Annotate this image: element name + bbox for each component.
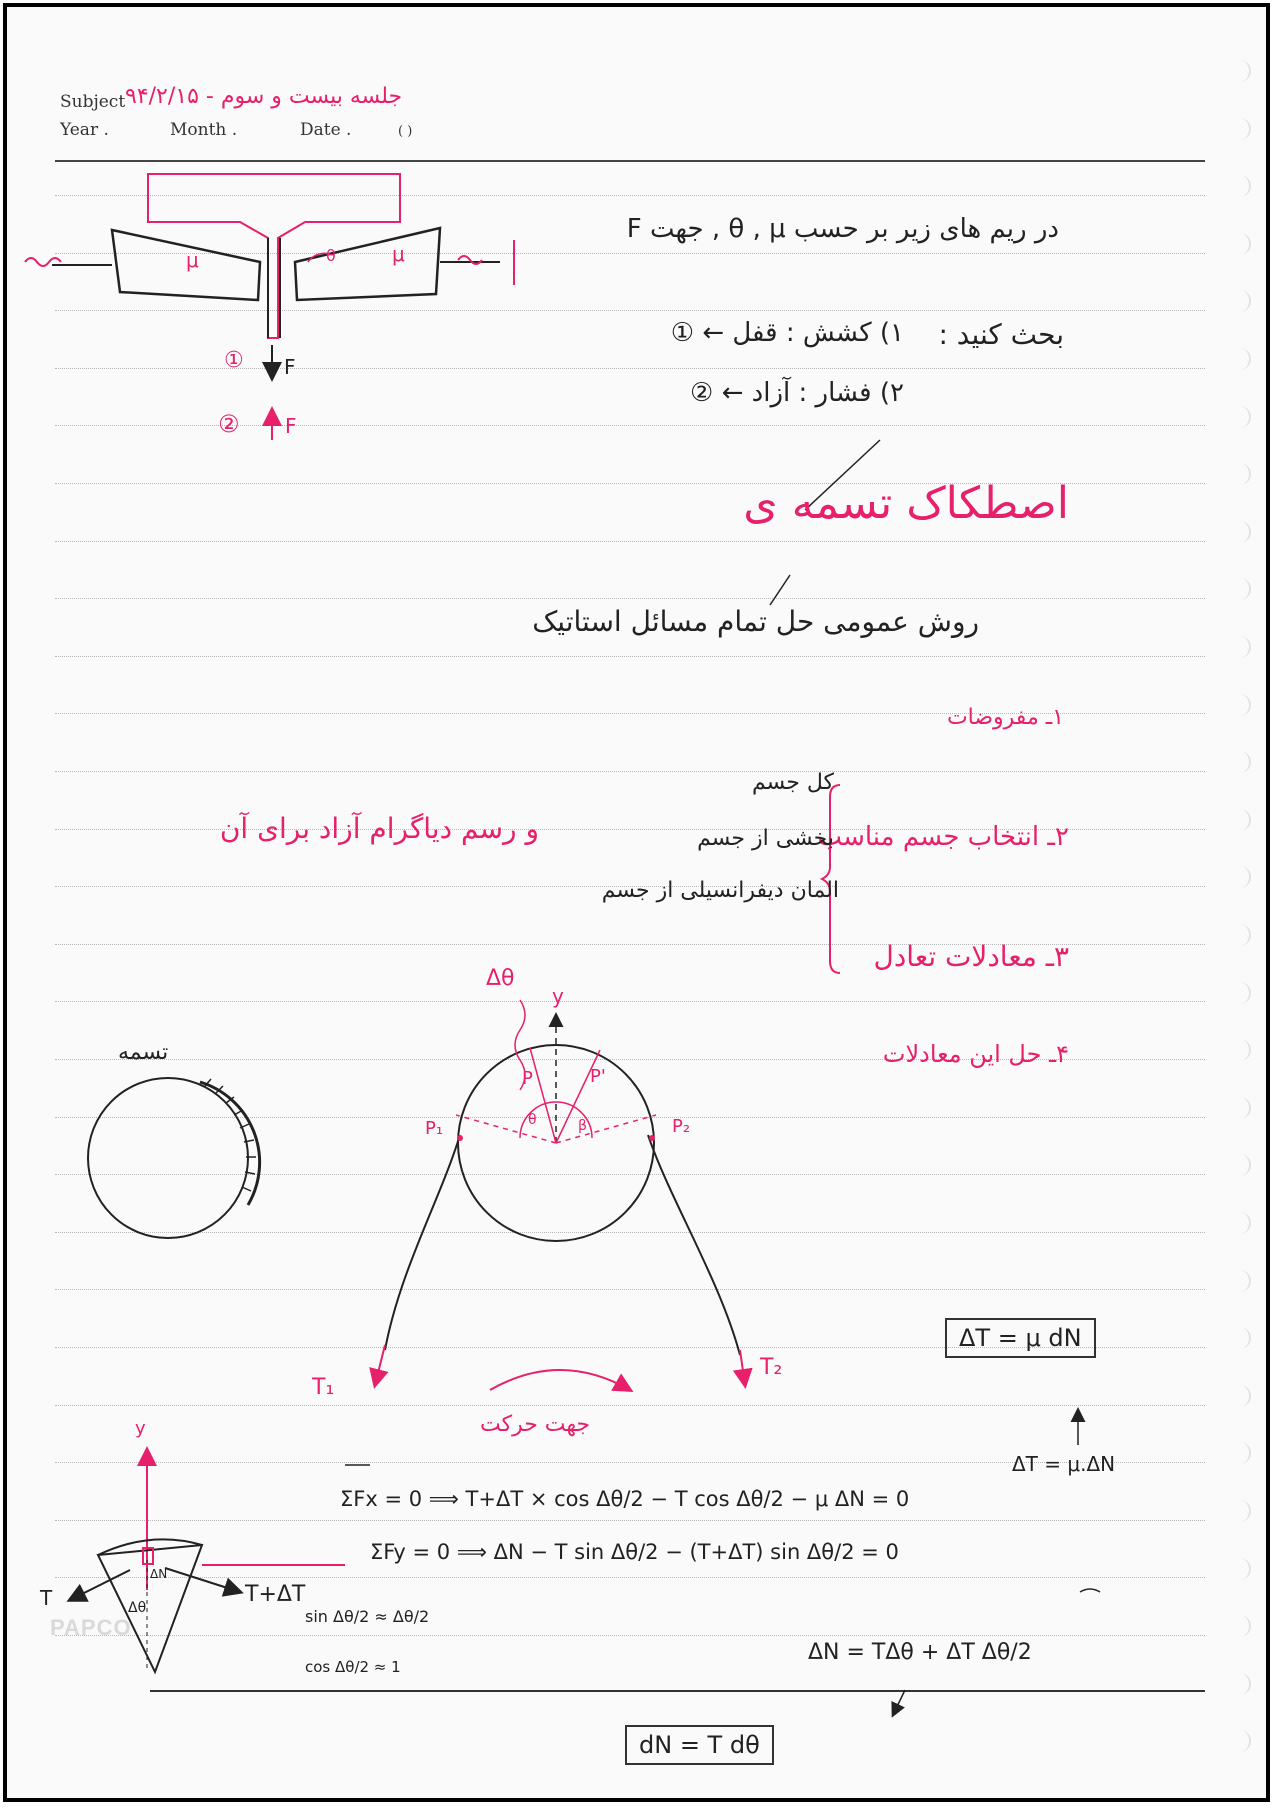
- element-y-axis-label: y: [135, 1418, 146, 1439]
- delta-theta-label: Δθ: [486, 966, 515, 991]
- p1-label: P₁: [425, 1118, 444, 1139]
- beta-label: β: [578, 1118, 587, 1134]
- step-4: ۴ـ حل این معادلات: [882, 1040, 1069, 1068]
- case-2: ۲) فشار : آزاد ← ②: [690, 378, 904, 408]
- mu-left-label: μ: [186, 248, 199, 272]
- mu-right-label: μ: [392, 242, 405, 266]
- force-f-up: F: [285, 414, 297, 438]
- t1-label: T₁: [312, 1375, 335, 1400]
- theta-label: θ: [326, 246, 336, 265]
- element-angle-label: Δθ: [128, 1600, 147, 1616]
- subject-label: Subject: [60, 92, 126, 112]
- month-label: Month .: [170, 120, 238, 140]
- final-result-box: dN = T dθ: [625, 1725, 774, 1765]
- general-method: روش عمومی حل تمام مسائل استاتیک: [532, 605, 979, 638]
- small-angle-cos: cos Δθ/2 ≈ 1: [305, 1658, 401, 1676]
- element-t-label: T: [40, 1586, 53, 1610]
- date-paren: ( ): [398, 124, 413, 139]
- step-1: ۱ـ مفروضات: [946, 705, 1064, 730]
- t2-label: T₂: [760, 1355, 783, 1380]
- motion-direction-label: جهت حرکت: [480, 1412, 591, 1437]
- dn-result-equation: ΔN = TΔθ + ΔT Δθ/2: [808, 1640, 1032, 1665]
- theta-small-label: θ: [528, 1112, 537, 1128]
- y-axis-label: y: [552, 984, 564, 1008]
- papco-brand-mark: PAPCO: [50, 1615, 132, 1640]
- friction-relation-inline: ΔT = μ.ΔN: [1012, 1452, 1116, 1476]
- step-2: ۲ـ انتخاب جسم مناسب: [817, 822, 1069, 852]
- small-belt-circle: [88, 1078, 260, 1238]
- body-option-2: بخشی از جسم: [697, 826, 834, 851]
- belt-label: تسمه: [118, 1040, 169, 1065]
- pulley-diagram: [375, 1000, 745, 1390]
- element-dn-label: ΔN: [150, 1567, 168, 1581]
- p-label: P: [522, 1068, 533, 1089]
- marker-1: ①: [224, 348, 244, 373]
- p-prime-label: P': [590, 1066, 606, 1087]
- body-option-1: کل جسم: [752, 770, 834, 795]
- problem-statement: در ریم های زیر بر حسب θ , μ , جهت F: [626, 214, 1059, 244]
- small-angle-sin: sin Δθ/2 ≈ Δθ/2: [305, 1607, 430, 1626]
- brake-diagram: [25, 174, 514, 440]
- year-label: Year .: [60, 120, 109, 140]
- marker-2: ②: [218, 410, 240, 438]
- step-2-note: و رسم دیاگرام آزاد برای آن: [219, 812, 539, 845]
- p2-label: P₂: [672, 1116, 691, 1137]
- body-option-3: المان دیفرانسیلی از جسم: [601, 878, 839, 903]
- case-1: ۱) کشش : قفل ← ①: [670, 318, 904, 348]
- subject-value: جلسه بیست و سوم - ۹۴/۲/۱۵: [125, 84, 403, 109]
- discuss-label: بحث کنید :: [938, 318, 1064, 351]
- step-3: ۳ـ معادلات تعادل: [873, 940, 1069, 973]
- friction-relation-box: ΔT = μ dN: [945, 1318, 1096, 1358]
- sum-fy-equation: ΣFy = 0 ⟹ ΔN − T sin Δθ/2 − (T+ΔT) sin Δθ/2 = 0: [370, 1540, 899, 1564]
- element-t-dt-label: T+ΔT: [245, 1582, 306, 1607]
- belt-friction-title: اصطکاک تسمه ی: [743, 478, 1069, 529]
- sum-fx-equation: ΣFx = 0 ⟹ T+ΔT × cos Δθ/2 − T cos Δθ/2 − μ ΔN = 0: [340, 1487, 910, 1511]
- force-f-down: F: [284, 355, 296, 379]
- date-label: Date .: [300, 120, 352, 140]
